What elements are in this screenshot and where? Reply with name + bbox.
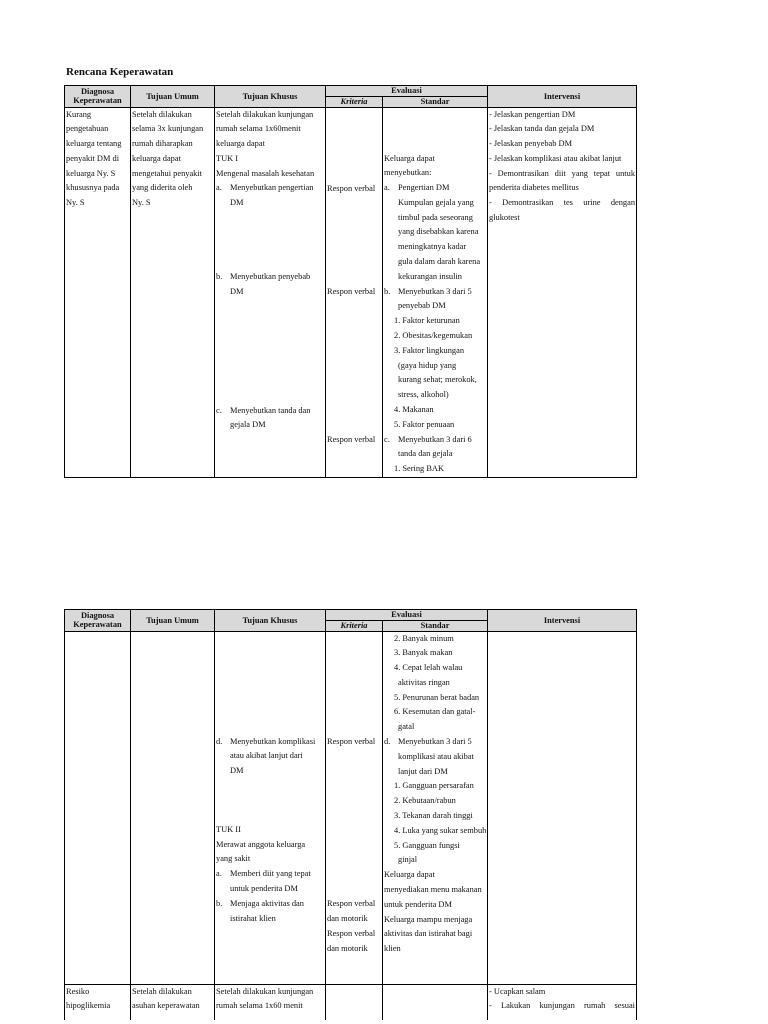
diagnosa-cell: Kurang pengetahuan keluarga tentang penyakit DM di keluarga Ny. S khususnya pada Ny. S — [65, 107, 131, 478]
header-evaluasi: Evaluasi — [326, 610, 488, 621]
header-tujuan-khusus: Tujuan Khusus — [215, 86, 326, 108]
standar-cell: 2. Banyak minum 3. Banyak makan 4. Cepat lelah walau aktivitas ringan 5. Penurunan berat badan 6. Kesemutan dan gatal- gatal d. Menyebutkan 3 dari 5 komplikasi atau akibat lanjut dari DM 1. Gangguan persarafan 2. Kebutaan/rabun 3. Tekanan darah tinggi 4. Luka yang sukar sembuh 5. Gangguan fungsi ginjal Keluarga dapat menyediakan menu makanan untuk penderita DM Keluarga mampu menjaga aktivitas dan istirahat bagi klien — [383, 631, 488, 984]
kriteria-cell: Respon verbal Respon verbal dan motorik Respon verbal dan motorik — [326, 631, 383, 984]
tujuan-umum-cell: Setelah dilakukan selama 3x kunjungan rumah diharapkan keluarga dapat mengetahui penyakit yang diderita oleh Ny. S — [131, 107, 215, 478]
header-kriteria: Kriteria — [326, 97, 383, 108]
header-standar: Standar — [383, 97, 488, 108]
header-intervensi: Intervensi — [488, 86, 637, 108]
tujuan-umum-cell — [131, 631, 215, 984]
header-tujuan-khusus: Tujuan Khusus — [215, 610, 326, 632]
header-standar: Standar — [383, 621, 488, 632]
header-tujuan-umum: Tujuan Umum — [131, 86, 215, 108]
care-plan-table-2 — [64, 609, 637, 1020]
tujuan-khusus-cell-2: Setelah dilakukan kunjungan rumah selama 1x60 menit — [215, 984, 326, 1020]
intervensi-cell-2: - Ucapkan salam - Lakukan kunjungan rumah sesuai — [488, 984, 637, 1020]
diagnosa-cell-2: Resiko hipoglikemia — [65, 984, 131, 1020]
page-title: Rencana Keperawatan — [66, 66, 174, 78]
diagnosa-cell — [65, 631, 131, 984]
tujuan-khusus-cell: d. Menyebutkan komplikasi atau akibat lanjut dari DM TUK II Merawat anggota keluarga yang sakit a. Memberi diit yang tepat untuk penderita DM b. Menjaga aktivitas dan istirahat klien — [215, 631, 326, 984]
standar-cell: Keluarga dapat menyebutkan: a. Pengertian DM Kumpulan gejala yang timbul pada seseorang yang disebabkan karena meningkatnya kadar gula dalam darah karena kekurangan insulin b. Menyebutkan 3 dari 5 penyebab DM 1. Faktor keturunan 2. Obesitas/kegemukan 3. Faktor lingkungan (gaya hidup yang kurang sehat; merokok, stress, alkohol) 4. Makanan 5. Faktor penuaan c. Menyebutkan 3 dari 6 tanda dan gejala 1. Sering BAK — [383, 107, 488, 478]
header-evaluasi: Evaluasi — [326, 86, 488, 97]
header-kriteria: Kriteria — [326, 621, 383, 632]
header-tujuan-umum: Tujuan Umum — [131, 610, 215, 632]
intervensi-cell — [488, 631, 637, 984]
header-diagnosa: Diagnosa Keperawatan — [65, 610, 131, 632]
standar-cell-2 — [383, 984, 488, 1020]
tujuan-khusus-cell: Setelah dilakukan kunjungan rumah selama 1x60menit keluarga dapat TUK I Mengenal masalah kesehatan a. Menyebutkan pengertian DM b. Menyebutkan penyebab DM c. Menyebutkan tanda dan gejala DM — [215, 107, 326, 478]
intervensi-cell: - Jelaskan pengertian DM - Jelaskan tanda dan gejala DM - Jelaskan penyebab DM - Jelaskan komplikasi atau akibat lanjut - Demontrasikan diit yang tepat untuk penderita diabetes mellitus - Demontrasikan tes urine dengan glukotest — [488, 107, 637, 478]
header-diagnosa: Diagnosa Keperawatan — [65, 86, 131, 108]
tujuan-umum-cell-2: Setelah dilakukan asuhan keperawatan — [131, 984, 215, 1020]
care-plan-table-1 — [64, 85, 637, 478]
kriteria-cell-2 — [326, 984, 383, 1020]
kriteria-cell: Respon verbal Respon verbal Respon verbal — [326, 107, 383, 478]
header-intervensi: Intervensi — [488, 610, 637, 632]
